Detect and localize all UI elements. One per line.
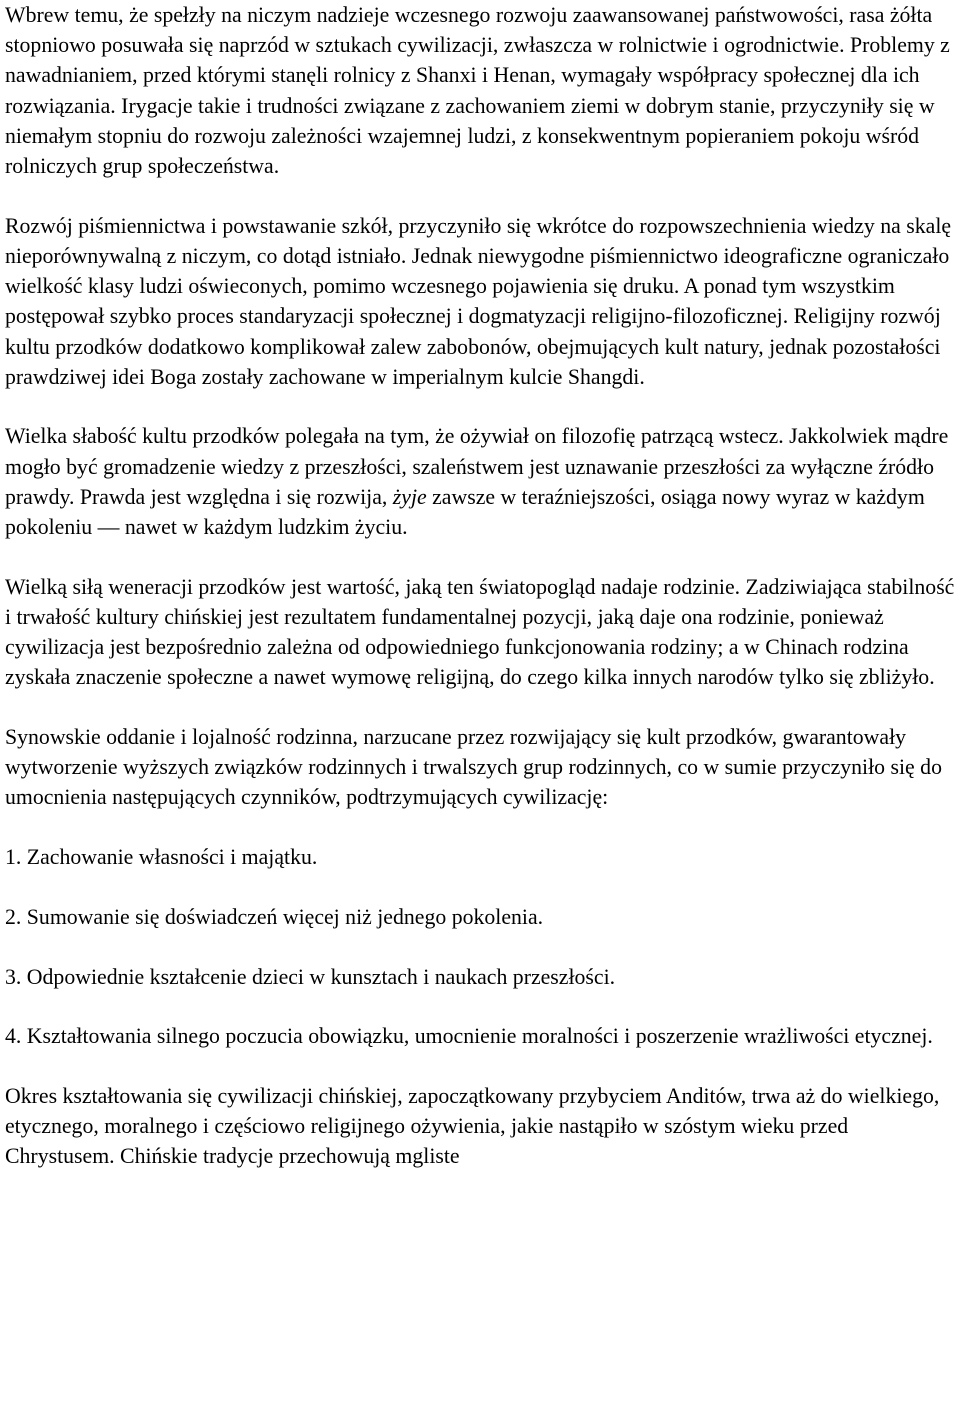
list-item-1: 1. Zachowanie własności i majątku. <box>5 845 318 870</box>
list-item-2: 2. Sumowanie się doświadczeń więcej niż jednego pokolenia. <box>5 904 544 929</box>
paragraph-formative-period: Okres kształtowania się cywilizacji chińskiej, zapoczątkowany przybyciem Anditów, trwa aż do wielkiego, etycznego, moralnego i częściowo religijnego ożywienia, jakie nastąpiło w szóstym wieku przed Chrystusem. Chińskie tradycje przechowują mgliste <box>5 1083 940 1169</box>
paragraph-agriculture: Wbrew temu, że spełzły na niczym nadzieje wczesnego rozwoju zaawansowanej państwowości, rasa żółta stopniowo posuwała się naprzód w sztukach cywilizacji, zwłaszcza w rolnictwie i ogrodnictwie. Problemy z nawadnianiem, przed którymi stanęli rolnicy z Shanxi i Henan, wymagały współpracy społecznej dla ich rozwiązania. Irygacje takie i trudności związane z zachowaniem ziemi w dobrym stanie, przyczyniły się w niemałym stopniu do rozwoju zależności wzajemnej ludzi, z konsekwentnym popieraniem pokoju wśród rolniczych grup społeczeństwa. <box>5 3 950 179</box>
document-page <box>5 0 960 1406</box>
paragraph-3-text-end: zawsze w teraźniejszości, osiąga nowy wyraz w każdym pokoleniu — nawet w każdym ludzkim życiu. <box>5 484 925 540</box>
paragraph-family-strength: Wielką siłą weneracji przodków jest wartość, jaką ten światopogląd nadaje rodzinie. Zadziwiająca stabilność i trwałość kultury chińskiej jest rezultatem fundamentalnej pozycji, jaką daje ona rodzinie, ponieważ cywilizacja jest bezpośrednio zależna od odpowiedniego funkcjonowania rodziny; a w Chinach rodzina zyskała znaczenie społeczne a nawet wymowę religijną, do czego kilka innych narodów tylko się zbliżyło. <box>5 574 955 690</box>
paragraph-writing-schools: Rozwój piśmiennictwa i powstawanie szkół, przyczyniło się wkrótce do rozpowszechnienia wiedzy na skalę nieporównywalną z niczym, co dotąd istniało. Jednak niewygodne piśmiennictwo ideograficzne ograniczało wielkość klasy ludzi oświeconych, pomimo wczesnego pojawienia się druku. A ponad tym wszystkim postępował szybko proces standaryzacji społecznej i dogmatyzacji religijno-filozoficznej. Religijny rozwój kultu przodków dodatkowo komplikował zalew zabobonów, obejmujących kult natury, jednak pozostałości prawdziwej idei Boga zostały zachowane w imperialnym kulcie Shangdi. <box>5 213 952 389</box>
list-item-3: 3. Odpowiednie kształcenie dzieci w kunsztach i naukach przeszłości. <box>5 964 616 989</box>
italic-word: żyje <box>392 484 427 509</box>
paragraph-ancestor-cult-weakness <box>5 421 960 542</box>
paragraph-filial-piety: Synowskie oddanie i lojalność rodzinna, narzucane przez rozwijający się kult przodków, gwarantowały wytworzenie wyższych związków rodzinnych i trwalszych grup rodzinnych, co w sumie przyczyniło się do umocnienia następujących czynników, podtrzymujących cywilizację: <box>5 725 942 810</box>
list-item-4: 4. Kształtowania silnego poczucia obowiązku, umocnienie moralności i poszerzenie wrażliwości etycznej. <box>5 1024 933 1049</box>
paragraph-3-text-start: Wielka słabość kultu przodków polegała na tym, że ożywiał on filozofię patrzącą wstecz. Jakkolwiek mądre mogło być gromadzenie wiedzy z przeszłości, szaleństwem jest uznawanie przeszłości za wyłączne źródło prawdy. Prawda jest względna i się rozwija, <box>5 424 949 509</box>
